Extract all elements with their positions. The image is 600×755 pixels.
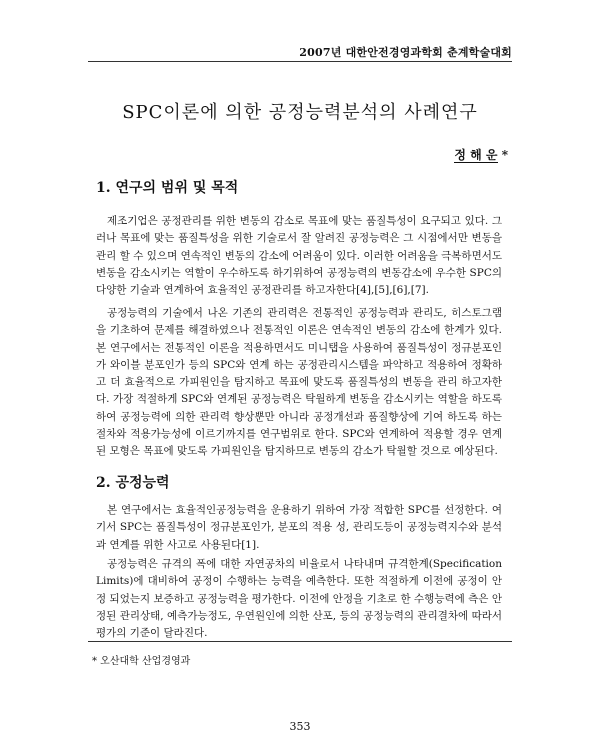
header-rule <box>88 61 512 62</box>
footnote-rule <box>88 641 512 642</box>
section-2-paragraph-1: 본 연구에서는 효율적인공정능력을 운용하기 위하여 가장 적합한 SPC를 선정한다. 여기서 SPC는 품질특성이 정규분포인가, 분포의 적용 성, 관리도등이 공정능력지수와 분석과 연계를 위한 사고로 사용된다[1]. <box>96 504 502 551</box>
section-1-paragraph-1: 제조기업은 공정관리를 위한 변동의 감소로 목표에 맞는 품질특성이 요구되고 있다. 그러나 목표에 맞는 품질특성을 위한 기술로서 잘 알려진 공정능력은 그 시점에서만 변동을 관리 할 수 있으며 연속적인 변동의 감소에 어려움이 있다. 이러한 어려움을 극복하면서도 변동을 감소시키는 역할이 우수하도록 하기위하여 공정능력의 변동감소에 우수한 SPC의 다양한 기술과 연계하여 효율적인 공정관리를 하고자한다[4],[5],[6],[7]. <box>96 215 502 297</box>
affiliation-footnote: * 오산대학 산업경영과 <box>92 656 191 667</box>
section-1-heading: 1. 연구의 범위 및 목적 <box>96 180 239 196</box>
section-2-heading: 2. 공정능력 <box>96 475 170 491</box>
author-line <box>454 146 508 163</box>
running-head: 2007년 대한안전경영과학회 춘계학술대회 <box>299 46 512 59</box>
section-2-paragraph-2: 공정능력은 규격의 폭에 대한 자연공차의 비율로서 나타내며 규격한계(Specification Limits)에 대비하여 공정이 수행하는 능력을 예측한다. 또한 적절하게 이전에 공정이 안정 되었는지 보증하고 공정능력을 평가한다. 이전에 안정을 기초로 한 수행능력에 측은 안정된 관리상태, 예측가능정도, 우연원인에 의한 산포, 등의 공정능력의 관리결차에 따라서 평가의 기준이 달라진다. <box>96 558 502 640</box>
author-name: 정 해 운 <box>454 148 498 162</box>
author-mark: * <box>501 148 508 162</box>
section-1-paragraph-2: 공정능력의 기술에서 나온 기존의 관리력은 전통적인 공정능력과 관리도, 히스토그램을 기초하여 문제를 해결하였으나 전통적인 이론은 연속적인 변동의 감소에 한계가 있다. 본 연구에서는 전통적인 이론을 적용하면서도 미니탭을 사용하여 품질특성이 정규분포인가 와이블 분포인가 등의 SPC와 연계 하는 공정관리시스템을 파악하고 적용하여 정확하고 더 효율적으로 가피원인을 탐지하고 목표에 맞도록 품질특성의 변동을 관리 하고자한다. 가장 적절하게 SPC와 연계된 공정능력은 탁월하게 변동을 감소시키는 역할을 하도록 하여 공정능력에 의한 관리력 향상뿐만 아니라 공정개선과 품질향상에 기여 하도록 하는 절차와 적용가능성에 이르기까지를 연구범위로 한다. SPC와 연계하여 적용할 경우 연계된 모형은 목표에 맞도록 가피원인을 탐지하므로 변동의 감소가 탁월할 것으로 예상된다. <box>96 307 502 458</box>
paper-title: SPC이론에 의한 공정능력분석의 사례연구 <box>122 102 478 123</box>
page-number: 353 <box>289 720 311 733</box>
